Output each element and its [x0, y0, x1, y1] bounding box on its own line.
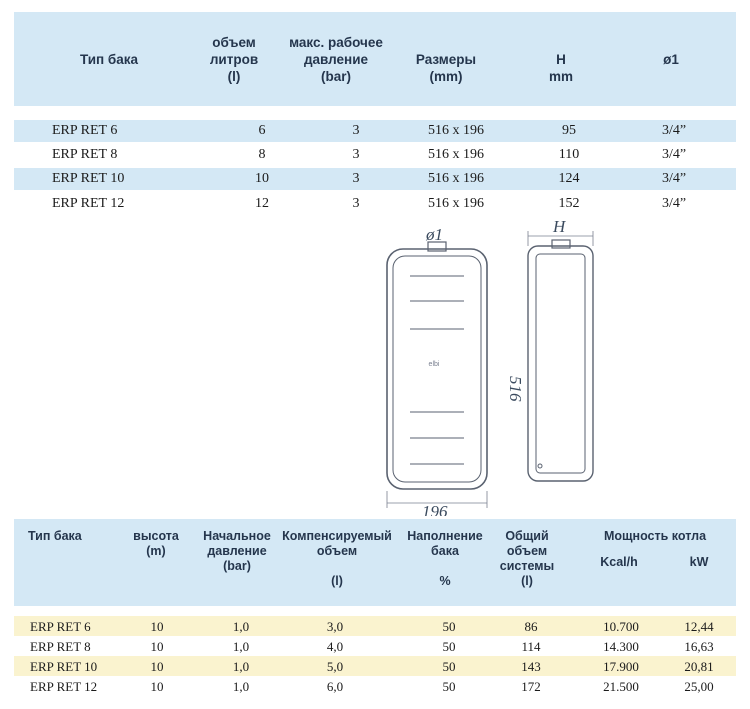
t2-header-total-volume: Общий объем системы (l) — [499, 529, 555, 588]
t1-row: ERP RET 8 8 3 516 x 196 110 3/4” — [52, 147, 687, 162]
t2-row: ERP RET 10 10 1,0 5,0 50 143 17.900 20,81 — [14, 656, 736, 676]
label-h: H — [553, 217, 566, 236]
label-width: 196 — [422, 502, 448, 516]
t2-header-initial-pressure: Начальное давление (bar) — [203, 529, 271, 573]
t1-header-h: H mm — [548, 52, 573, 84]
t1-row: ERP RET 12 12 3 516 x 196 152 3/4” — [52, 196, 687, 211]
t2-row: ERP RET 12 10 1,0 6,0 50 172 21.500 25,00 — [30, 679, 714, 694]
t1-row: ERP RET 6 6 3 516 x 196 95 3/4” — [14, 120, 736, 142]
t2-header-boiler-power: Мощность котла — [603, 529, 707, 543]
tank-side-view — [528, 231, 593, 481]
t1-header-type: Тип бака — [79, 52, 139, 67]
brand-logo: elbi — [428, 361, 440, 368]
label-diameter: ø1 — [426, 225, 443, 244]
t2-row: ERP RET 8 10 1,0 4,0 50 114 14.300 16,63 — [30, 639, 714, 654]
t1-header-pressure: макс. рабочее давление (bar) — [289, 35, 383, 84]
t2-row: ERP RET 6 10 1,0 3,0 50 86 10.700 12,44 — [14, 616, 736, 636]
t2-header-type: Тип бака — [28, 529, 82, 543]
t1-header-diameter: ø1 — [663, 52, 679, 67]
table2-header — [14, 519, 736, 606]
t2-header-fill: Наполнение бака % — [407, 529, 483, 588]
tank-technical-drawing — [370, 216, 610, 516]
t1-header-dimensions: Размеры (mm) — [415, 52, 477, 84]
t2-header-kcal: Kcal/h — [600, 555, 638, 569]
t2-header-height: высота (m) — [133, 529, 179, 558]
t1-header-volume: объем литров (l) — [209, 35, 259, 84]
table1-header — [14, 12, 736, 106]
t2-header-kw: kW — [689, 555, 709, 569]
label-height: 516 — [506, 376, 525, 402]
t2-header-compensated-volume: Компенсируемый объем (l) — [282, 529, 392, 588]
t1-row: ERP RET 10 10 3 516 x 196 124 3/4” — [14, 168, 736, 190]
